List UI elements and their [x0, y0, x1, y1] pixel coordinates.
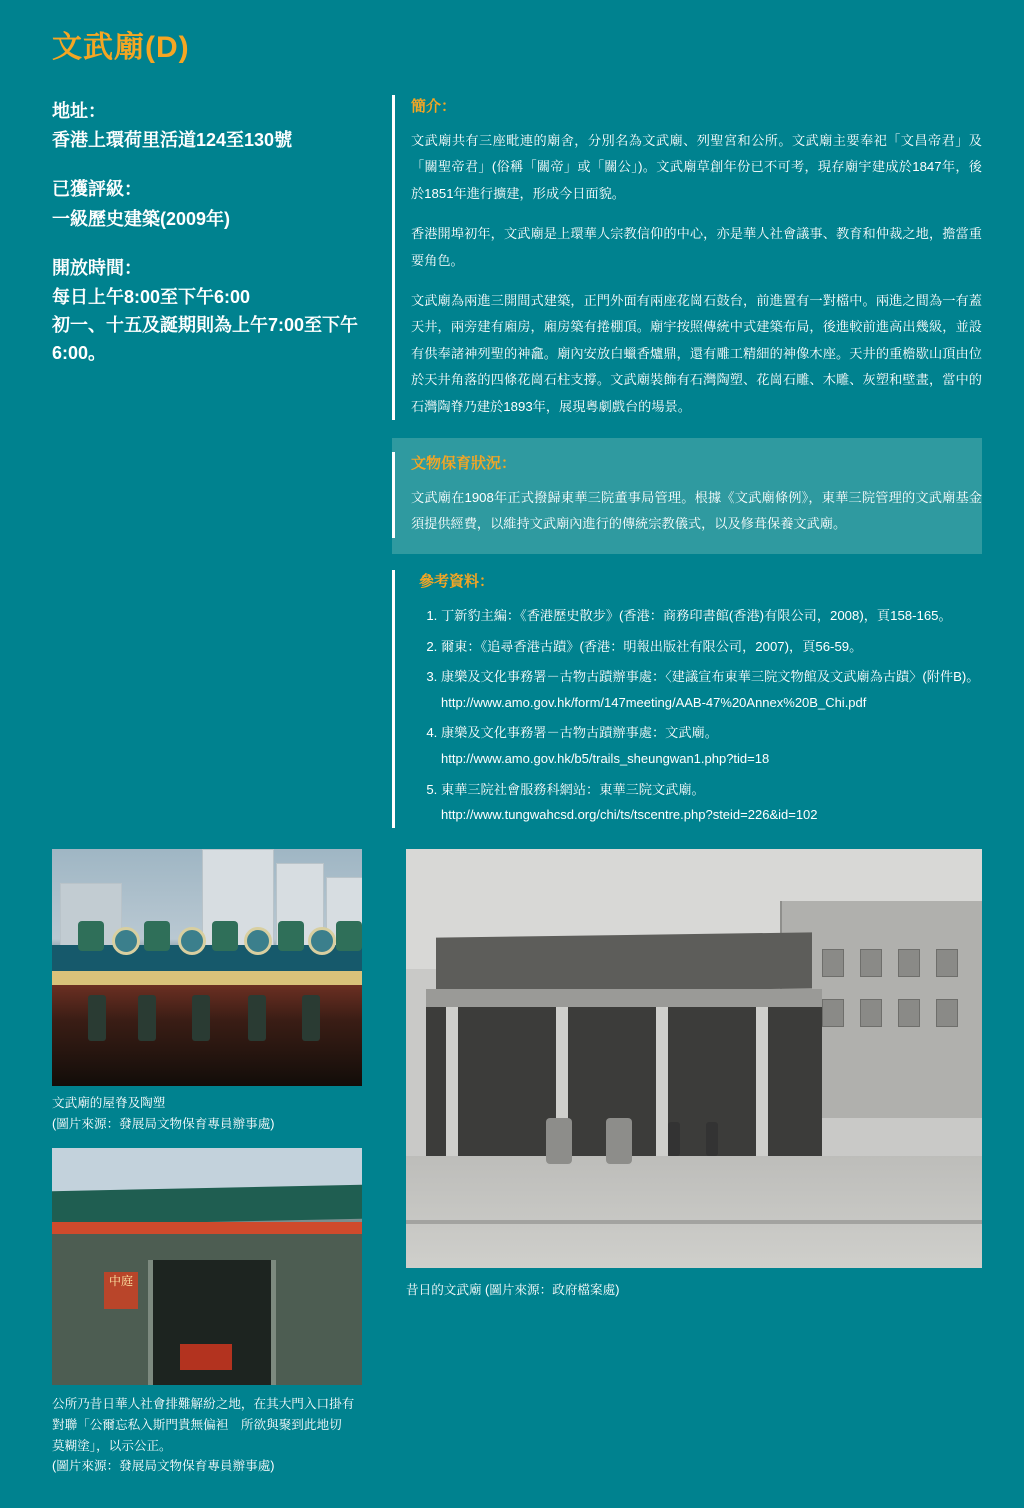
grading-value: 一級歷史建築(2009年) [52, 208, 231, 229]
hours-value-daily: 每日上午8:00至下午6:00 [52, 286, 251, 307]
plaque-text: 中庭 [104, 1272, 138, 1309]
reference-text: 康樂及文化事務署－古物古蹟辦事處：文武廟。 [441, 725, 718, 741]
list-item [441, 777, 982, 828]
intro-paragraph-1: 文武廟共有三座毗連的廟舍，分別名為文武廟、列聖宮和公所。文武廟主要奉祀「文昌帝君」及「關聖帝君」(俗稱「關帝」或「關公」)。文武廟草創年份已不可考，現存廟宇建成於1847年，後於1851年進行擴建，形成今日面貌。 [411, 133, 982, 201]
page-title: 文武廟(D) [52, 31, 190, 64]
reference-text: 康樂及文化事務署－古物古蹟辦事處：〈建議宣布東華三院文物館及文武廟為古蹟〉(附件B)。 [441, 669, 980, 685]
grading-block [52, 173, 362, 233]
info-column [52, 95, 362, 386]
reference-link[interactable]: http://www.amo.gov.hk/b5/trails_sheungwan1.php?tid=18 [441, 751, 770, 767]
caption-source: (圖片來源：發展局文物保育專員辦事處) [52, 1459, 275, 1474]
address-value: 香港上環荷里活道124至130號 [52, 130, 293, 151]
historic-photo-caption: 昔日的文武廟 (圖片來源：政府檔案處) [406, 1283, 620, 1297]
hours-label: 開放時間： [52, 257, 142, 278]
reference-link[interactable]: http://www.tungwahcsd.org/chi/ts/tscentre.php?steid=226&id=102 [441, 807, 818, 823]
caption-line: 對聯「公爾忘私入斯門貴無偏袒 所欲與聚到此地切 [52, 1417, 342, 1432]
address-block [52, 95, 362, 155]
caption-line: 文武廟的屋脊及陶塑 [52, 1096, 166, 1110]
reference-link[interactable]: http://www.amo.gov.hk/form/147meeting/AAB-47%20Annex%20B_Chi.pdf [441, 695, 867, 711]
address-label: 地址： [52, 101, 106, 121]
caption-source: (圖片來源：發展局文物保育專員辦事處) [52, 1116, 275, 1131]
entrance-photo-caption [52, 1394, 382, 1477]
historic-man-mo-temple-photo [406, 849, 982, 1268]
list-item [441, 664, 982, 715]
reference-text: 爾東：《追尋香港古蹟》(香港：明報出版社有限公司，2007)，頁56-59。 [441, 638, 863, 654]
intro-paragraph-2: 香港開埠初年，文武廟是上環華人宗教信仰的中心，亦是華人社會議事、教育和仲裁之地，擔當重要角色。 [411, 226, 982, 268]
content-column [392, 95, 982, 833]
roof-photo-caption [52, 1093, 382, 1135]
roof-ridge-photo [52, 849, 362, 1086]
reference-text: 丁新豹主編：《香港歷史散步》(香港：商務印書館(香港)有限公司，2008)，頁158-165。 [441, 607, 952, 623]
caption-line: 莫糊塗」，以示公正。 [52, 1438, 172, 1453]
grading-label: 已獲評級： [52, 179, 142, 200]
hours-value-special: 初一、十五及誕期則為上午7:00至下午6:00。 [52, 314, 359, 363]
conservation-heading: 文物保育狀況： [411, 455, 517, 473]
list-item [441, 634, 982, 660]
list-item [441, 603, 982, 629]
intro-section [392, 95, 982, 420]
caption-line: 公所乃昔日華人社會排難解紛之地，在其大門入口掛有 [52, 1397, 355, 1411]
list-item [441, 720, 982, 771]
conservation-panel [392, 438, 982, 554]
reference-text: 東華三院社會服務科網站：東華三院文武廟。 [441, 781, 705, 797]
references-section [392, 570, 982, 828]
references-heading: 參考資料： [419, 572, 495, 590]
intro-heading: 簡介： [411, 98, 457, 115]
conservation-paragraph: 文武廟在1908年正式撥歸東華三院董事局管理。根據《文武廟條例》，東華三院管理的文武廟基金須提供經費，以維持文武廟內進行的傳統宗教儀式，以及修葺保養文武廟。 [411, 490, 982, 532]
kung-sor-entrance-photo [52, 1148, 362, 1385]
references-list [411, 603, 982, 828]
hours-block [52, 252, 362, 368]
intro-paragraph-3: 文武廟為兩進三開間式建築，正門外面有兩座花崗石鼓台，前進置有一對檔中。兩進之間為一有蓋天井，兩旁建有廂房，廂房築有捲棚頂。廟宇按照傳統中式建築布局，後進較前進高出幾級，並設有供奉諸神列聖的神龕。廟內安放白蠟香爐鼎，還有雕工精細的神像木座。天井的重檐歇山頂由位於天井角落的四條花崗石柱支撐。文武廟裝飾有石灣陶塑、花崗石雕、木雕、灰塑和壁畫，當中的石灣陶脊乃建於1893年，展現粵劇戲台的場景。 [411, 293, 982, 414]
